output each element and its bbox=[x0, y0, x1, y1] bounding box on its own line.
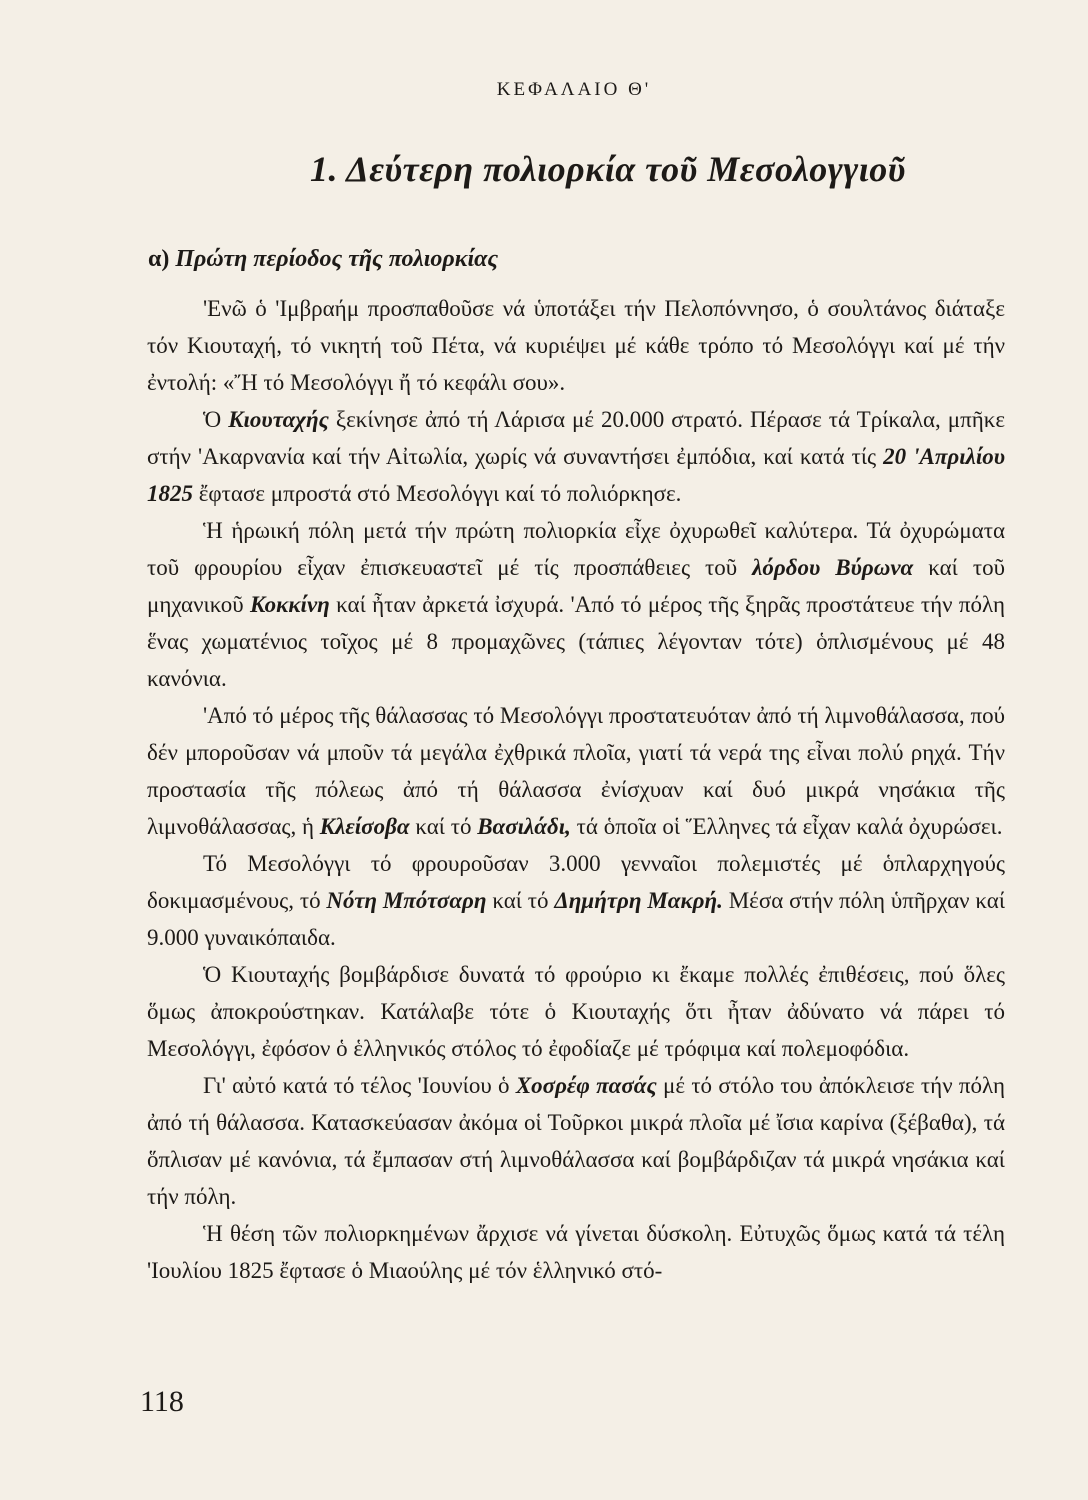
paragraph-5 bbox=[147, 845, 1005, 956]
text-span: καί τό bbox=[486, 888, 555, 913]
text-span: Ἡ ἡρωική πόλη μετά τήν πρώτη πολιορκία εἶχε ὀχυρωθεῖ καλύτερα. Τά ὀχυρώματα τοῦ φρουρίου εἶχαν ἐπισκευαστεῖ μέ τίς προσπάθειες τοῦ bbox=[147, 518, 1005, 580]
text-span: μέ τό στόλο του ἀπόκλεισε τήν πόλη ἀπό τή θάλασσα. Κατασκεύασαν ἀκόμα οἱ Τοῦρκοι μικρά πλοῖα μέ ἴσια καρίνα (ξέβαθα), τά ὅπλισαν μέ κανόνια, τά ἔμπασαν στή λιμνοθάλασσα καί βομβάρδιζαν τά μικρά νησάκια καί τήν πόλη. bbox=[147, 1073, 1005, 1209]
chapter-header: ΚΕΦΑΛΑΙΟ Θ' bbox=[496, 79, 652, 100]
paragraph-6: Ὁ Κιουταχής βομβάρδισε δυνατά τό φρούριο κι ἔκαμε πολλές ἐπιθέσεις, πού ὅλες ὅμως ἀποκρούστηκαν. Κατάλαβε τότε ὁ Κιουταχής ὅτι ἦταν ἀδύνατο νά πάρει τό Μεσολόγγι, ἐφόσον ὁ ἑλληνικός στόλος τό ἐφοδίαζε μέ τρόφιμα καί πολεμοφόδια. bbox=[147, 962, 1005, 1061]
text-span: Τό Μεσολόγγι τό φρουροῦσαν 3.000 γενναῖοι πολεμιστές μέ ὁπλαρχηγούς δοκιμασμένους, τό bbox=[147, 851, 1005, 913]
emphasis-name: Νότη Μπότσαρη bbox=[326, 888, 487, 913]
paragraph-1: 'Ενῶ ὁ 'Ιμβραήμ προσπαθοῦσε νά ὑποτάξει τήν Πελοπόννησο, ὁ σουλτάνος διάταξε τόν Κιουταχή, τό νικητή τοῦ Πέτα, νά κυριέψει μέ κάθε τρόπο τό Μεσολόγγι καί μέ τήν ἐντολή: «Ἤ τό Μεσολόγγι ἤ τό κεφάλι σου». bbox=[147, 296, 1005, 395]
text-span: τά ὁποῖα οἱ Ἕλληνες τά εἶχαν καλά ὀχυρώσει. bbox=[570, 814, 1003, 839]
emphasis-name: Κοκκίνη bbox=[250, 592, 330, 617]
emphasis-name: Δημήτρη Μακρή. bbox=[554, 888, 723, 913]
text-span: καί ἦταν ἀρκετά ἰσχυρά. 'Από τό μέρος τῆς ξηρᾶς προστάτευε τήν πόλη ἕνας χωματένιος τοῖχος μέ 8 προμαχῶνες (τάπιες λέγονταν τότε) ὁπλισμένους μέ 48 κανόνια. bbox=[147, 592, 1006, 691]
paragraph-3 bbox=[147, 512, 1005, 697]
paragraph-4 bbox=[147, 697, 1005, 845]
emphasis-name: λόρδου Βύρωνα bbox=[752, 555, 914, 580]
emphasis-name: Κλείσοβα bbox=[319, 814, 410, 839]
paragraph-8: Ἡ θέση τῶν πολιορκημένων ἄρχισε νά γίνεται δύσκολη. Εὐτυχῶς ὅμως κατά τά τέλη 'Ιουλίου 1825 ἔφτασε ὁ Μιαούλης μέ τόν ἑλληνικό στό- bbox=[147, 1221, 1005, 1283]
text-span: ἔφτασε μπροστά στό Μεσολόγγι καί τό πολιόρκησε. bbox=[193, 481, 682, 506]
text-span: Γι' αὐτό κατά τό τέλος 'Ιουνίου ὁ bbox=[203, 1073, 516, 1098]
text-span: καί τό bbox=[409, 814, 478, 839]
section-title: 1. Δεύτερη πολιορκία τοῦ Μεσολογγιοῦ bbox=[310, 149, 906, 189]
paragraph-7 bbox=[147, 1067, 1005, 1215]
text-span: ξεκίνησε ἀπό τή Λάρισα μέ 20.000 στρατό. Πέρασε τά Τρίκαλα, μπῆκε στήν 'Ακαρνανία καί τήν Αἰτωλία, χωρίς νά συναντήσει ἐμπόδια, καί κατά τίς bbox=[147, 407, 1005, 469]
body-text bbox=[147, 290, 1005, 1289]
emphasis-date: 20 'Απριλίου 1825 bbox=[147, 444, 1005, 506]
text-span: 'Από τό μέρος τῆς θάλασσας τό Μεσολόγγι προστατευόταν ἀπό τή λιμνοθάλασσα, πού δέν μποροῦσαν νά μποῦν τά μεγάλα ἐχθρικά πλοῖα, γιατί τά νερά της εἶναι πολύ ρηχά. Τήν προστασία τῆς πόλεως ἀπό τή θάλασσα ἐνίσχυαν καί δυό μικρά νησάκια τῆς λιμνοθάλασσας, ἡ bbox=[147, 703, 1005, 839]
emphasis-name: Βασιλάδι, bbox=[477, 814, 571, 839]
text-span: Μέσα στήν πόλη ὑπῆρχαν καί 9.000 γυναικόπαιδα. bbox=[147, 888, 1006, 950]
emphasis-name: Κιουταχής bbox=[228, 407, 329, 432]
text-span: Ὁ bbox=[203, 407, 229, 432]
subsection-label: α) bbox=[148, 246, 170, 272]
page-number: 118 bbox=[140, 1385, 184, 1418]
subsection-heading: Πρώτη περίοδος τῆς πολιορκίας bbox=[175, 246, 499, 272]
text-span: καί τοῦ μηχανικοῦ bbox=[147, 555, 1005, 617]
subsection-title bbox=[148, 246, 498, 273]
paragraph-2 bbox=[147, 401, 1005, 512]
emphasis-name: Χοσρέφ πασάς bbox=[515, 1073, 657, 1098]
